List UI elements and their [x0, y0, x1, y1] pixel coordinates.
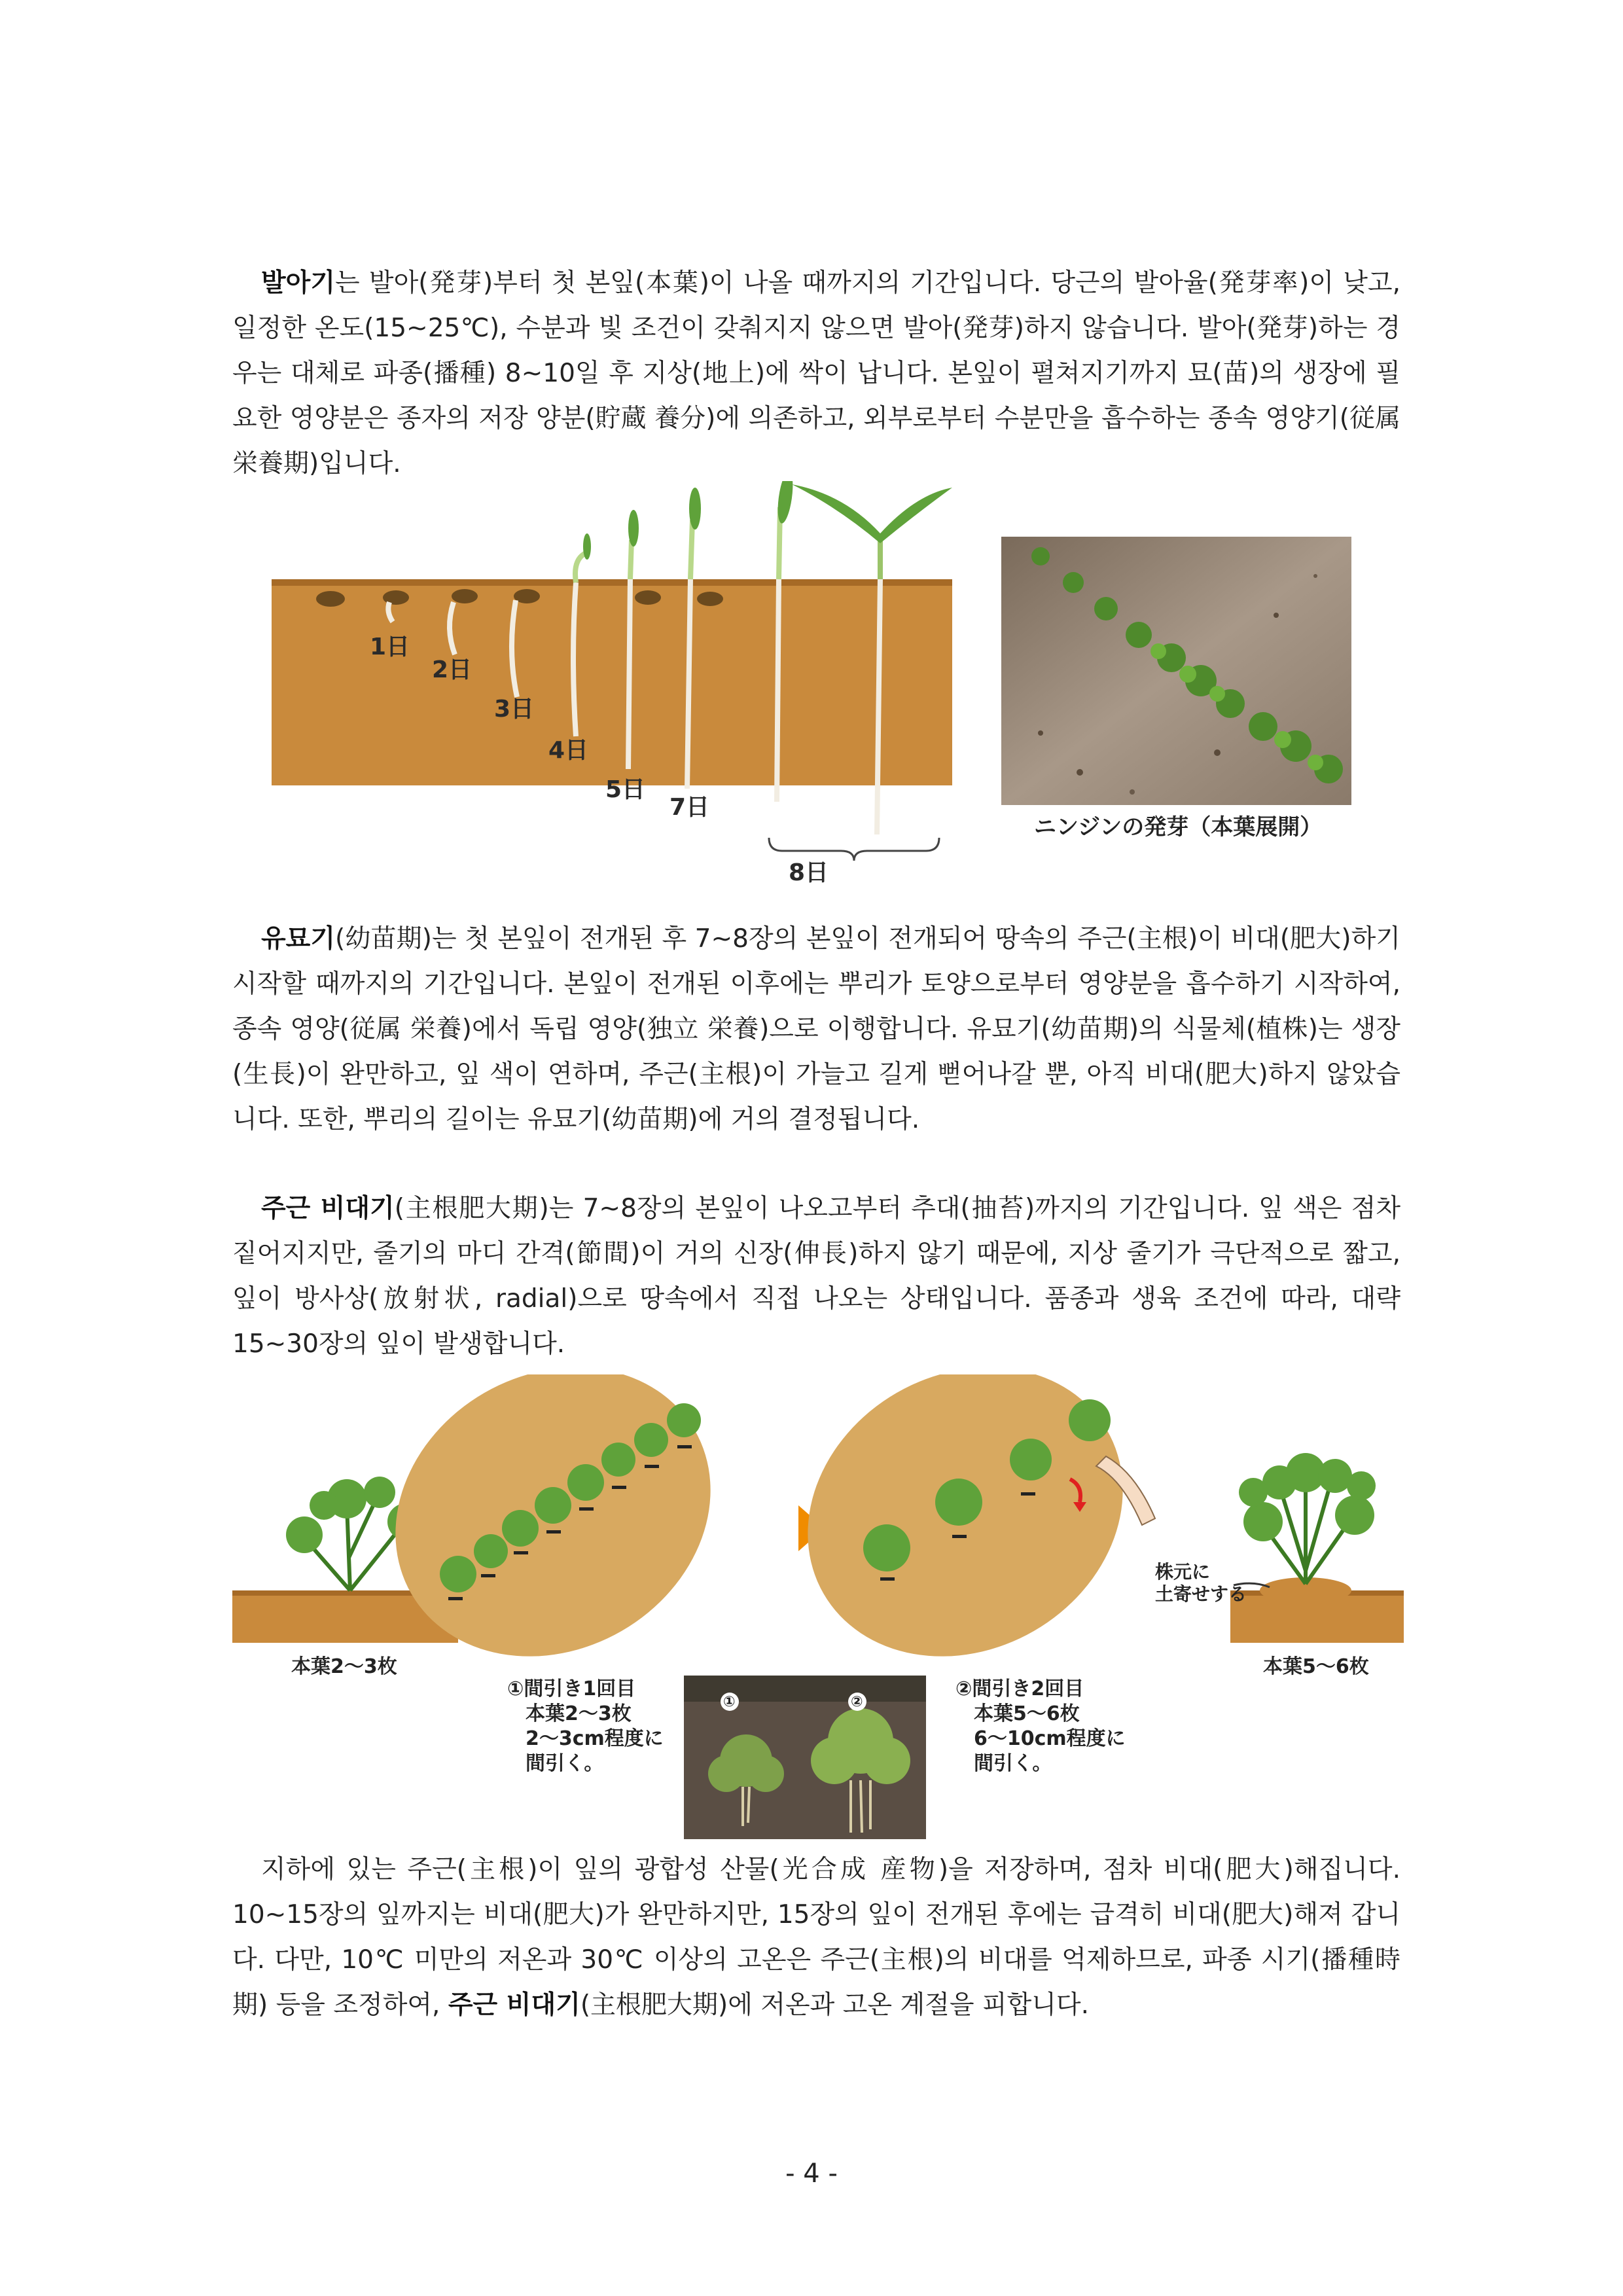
paragraph-text: (幼苗期)는 첫 본잎이 전개된 후 7~8장의 본잎이 전개되어 땅속의 주근(主根)이 비대(肥大)하기 시작할 때까지의 기간입니다. 본잎이 전개된 이후에는 뿌리가 토양으로부터 영양분을 흡수하기 시작하여, 종속 영양(従属 栄養)에서 독립 영양(独立 栄養)으로 이행합니다. 유묘기(幼苗期)의 식물체(植株)는 생장(生長)이 완만하고, 잎 색이 연하며, 주근(主根)이 가늘고 길게 뻗어나갈 뿐, 아직 비대(肥大)하지 않았습니다. 또한, 뿌리의 길이는 유묘기(幼苗期)에 거의 결정됩니다.: [232, 924, 1400, 1134]
term-root-enlargement: 주근 비대기: [261, 1194, 395, 1223]
paragraph-germination: [232, 260, 1400, 486]
photo-marker-2: ②: [851, 1694, 863, 1710]
paragraph-text: (主根肥大期)에 저온과 고온 계절을 피합니다.: [580, 1990, 1089, 2020]
paragraph-text: 지하에 있는 주근(主根)이 잎의 광합성 산물(光合成 産物)을 저장하며, 점차 비대(肥大)해집니다. 10~15장의 잎까지는 비대(肥大)가 완만하지만, 15장의 잎이 전개된 후에는 급격히 비대(肥大)해져 갑니다. 다만, 10℃ 미만의 저온과 30℃ 이상의 고온은 주근(主根)의 비대를 억제하므로, 파종 시기(播種時期) 등을 조정하여,: [232, 1855, 1400, 2020]
photo-marker-1: ①: [723, 1694, 736, 1710]
paragraph-storage: [232, 1847, 1400, 2028]
paragraph-seedling-stage: [232, 916, 1400, 1142]
day-label: 8日: [789, 859, 829, 886]
germination-diagram: [268, 481, 962, 887]
day-label: 3日: [494, 696, 535, 723]
day-label: 5日: [605, 776, 646, 803]
paragraph-text: (主根肥大期)는 7~8장의 본잎이 나오고부터 추대(抽苔)까지의 기간입니다. 잎 색은 점차 짙어지지만, 줄기의 마디 간격(節間)이 거의 신장(伸長)하지 않기 때문에, 지상 줄기가 극단적으로 짧고, 잎이 방사상(放射状, radial)으로 땅속에서 직접 나오는 상태입니다. 품종과 생육 조건에 따라, 대략 15~30장의 잎이 발생합니다.: [232, 1194, 1400, 1359]
thinning-step-2: ②間引き2回目 本葉5〜6枚 6〜10cm程度に 間引く。: [955, 1677, 1126, 1775]
page-number: - 4 -: [785, 2159, 838, 2189]
term-germination: 발아기: [261, 268, 336, 298]
plant-right: [1239, 1453, 1376, 1584]
term-seedling-stage: 유묘기: [261, 924, 336, 954]
day-label: 7日: [669, 794, 710, 821]
thinning-diagram: [232, 1374, 1404, 1662]
thinning-step-1: ①間引き1回目 本葉2〜3枚 2〜3cm程度に 間引く。: [507, 1677, 664, 1775]
photo-caption: ニンジンの発芽（本葉展開）: [1034, 814, 1323, 840]
day-label: 4日: [548, 737, 589, 764]
paragraph-text: 는 발아(発芽)부터 첫 본잎(本葉)이 나올 때까지의 기간입니다. 당근의 발아율(発芽率)이 낮고, 일정한 온도(15~25℃), 수분과 빛 조건이 갖춰지지 않으면 발아(発芽)하지 않습니다. 발아(発芽)하는 경우는 대체로 파종(播種) 8~10일 후 지상(地上)에 싹이 납니다. 본잎이 펼쳐지기까지 묘(苗)의 생장에 필요한 영양분은 종자의 저장 양분(貯蔵 養分)에 의존하고, 외부로부터 수분만을 흡수하는 종속 영양기(従属 栄養期)입니다.: [232, 268, 1400, 478]
term-root-enlargement: 주근 비대기: [448, 1990, 580, 2020]
caption-right: 本葉5〜6枚: [1263, 1655, 1369, 1678]
soil-cross-section: [272, 579, 952, 785]
hilling-note: 株元に 土寄せする: [1155, 1561, 1247, 1605]
thinning-photo: [684, 1676, 926, 1839]
day-label: 2日: [432, 656, 473, 683]
caption-left: 本葉2〜3枚: [291, 1655, 397, 1678]
carrot-germination-photo: [1001, 537, 1351, 805]
day-label: 1日: [370, 634, 410, 660]
paragraph-root-enlargement: [232, 1186, 1400, 1367]
